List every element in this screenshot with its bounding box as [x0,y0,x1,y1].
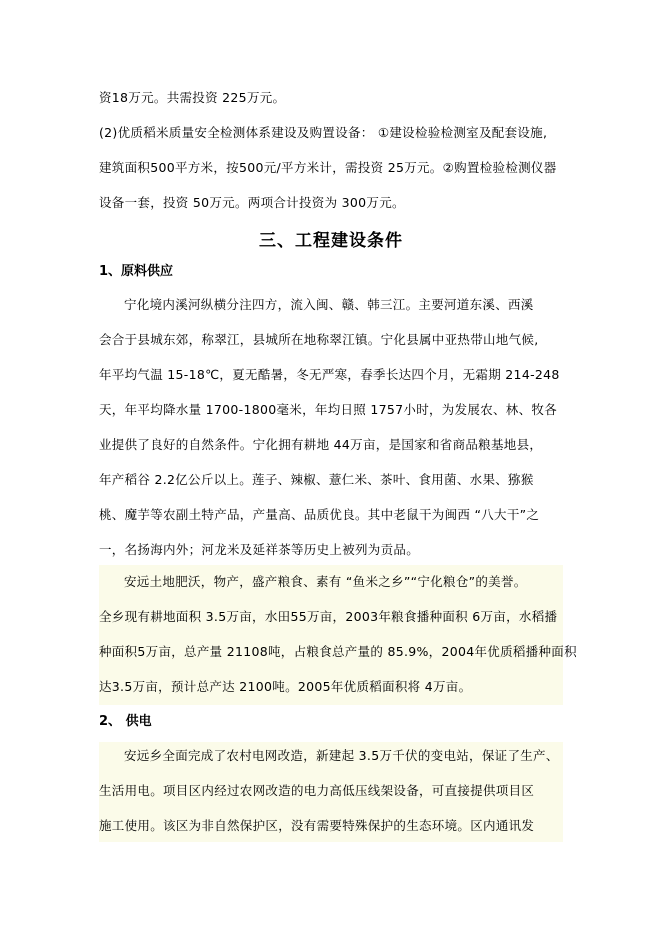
text-line: 业提供了良好的自然条件。宁化拥有耕地 44万亩，是国家和省商品粮基地县， [99,437,543,452]
text-line: 宁化境内溪河纵横分注四方，流入闽、赣、韩三江。主要河道东溪、西溪 [124,297,534,312]
text-line: 种面积5万亩，总产量 21108吨，占粮食总产量的 85.9%，2004年优质稻播种面积 [99,644,577,659]
text-line: 全乡现有耕地面积 3.5万亩，水田55万亩，2003年粮食播种面积 6万亩，水稻播 [99,609,558,624]
text-line: 会合于县城东郊，称翠江，县城所在地称翠江镇。宁化县属中亚热带山地气候, [99,332,539,347]
subsection-title-power: 2、 供电 [99,714,152,729]
text-line: 生活用电。项目区内经过农网改造的电力高低压线架设备，可直接提供项目区 [99,783,535,798]
text-line: 达3.5万亩，预计总产达 2100吨。2005年优质稻面积将 4万亩。 [99,679,472,694]
subsection-title-supply: 1、原料供应 [99,264,174,279]
text-line: 桃、魔芋等农副土特产品，产量高、品质优良。其中老鼠干为闽西 “八大干”之 [99,507,540,522]
text-line: 设备一套，投资 50万元。两项合计投资为 300万元。 [99,195,405,210]
text-line: 一，名扬海内外；河龙米及延祥茶等历史上被列为贡品。 [99,542,420,557]
text-line: 施工使用。该区为非自然保护区，没有需要特殊保护的生态环境。区内通讯发 [99,818,535,833]
text-line: 安远乡全面完成了农村电网改造，新建起 3.5万千伏的变电站，保证了生产、 [124,748,559,763]
text-line: 资18万元。共需投资 225万元。 [99,90,286,105]
text-line: 建筑面积500平方米，按500元/平方米计，需投资 25万元。②购置检验检测仪器 [99,160,557,175]
text-line: (2)优质稻米质量安全检测体系建设及购置设备： ①建设检验检测室及配套设施, [99,125,548,140]
text-line: 年产稻谷 2.2亿公斤以上。莲子、辣椒、薏仁米、茶叶、食用菌、水果、猕猴 [99,472,534,487]
text-line: 安远土地肥沃，物产，盛产粮食、素有 “鱼米之乡”“宁化粮仓”的美誉。 [124,574,527,589]
section-title: 三、工程建设条件 [259,231,403,251]
text-line: 天，年平均降水量 1700-1800毫米，年均日照 1757小时，为发展农、林、牧各 [99,402,557,417]
text-line: 年平均气温 15-18℃，夏无酷暑，冬无严寒，春季长达四个月，无霜期 214-248 [99,367,560,382]
